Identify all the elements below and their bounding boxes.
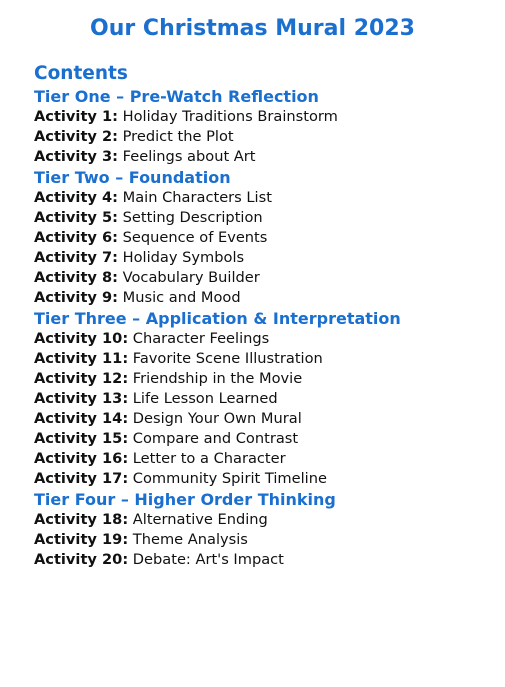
activity-name: Compare and Contrast [132,430,299,447]
activity-name: Alternative Ending [132,511,268,528]
activity-item [34,288,494,308]
activity-name: Sequence of Events [122,229,268,246]
activity-number: Activity 2: [34,128,118,145]
activity-name: Theme Analysis [132,531,248,548]
activity-name: Favorite Scene Illustration [132,350,323,367]
activity-name: Letter to a Character [132,450,286,467]
activity-number: Activity 4: [34,189,118,206]
activity-name: Holiday Symbols [122,249,245,266]
activity-item [34,429,494,449]
activity-name: Life Lesson Learned [132,390,278,407]
activity-number: Activity 10: [34,330,129,347]
activity-name: Community Spirit Timeline [132,470,327,487]
activity-name: Feelings about Art [122,148,256,165]
activity-item [34,268,494,288]
activity-number: Activity 3: [34,148,118,165]
activity-item [34,248,494,268]
activity-name: Debate: Art's Impact [132,551,284,568]
tier-section [34,167,494,308]
tier-section [34,489,494,570]
activity-item [34,510,494,530]
activity-item [34,349,494,369]
document-title: Our Christmas Mural 2023 [90,16,415,41]
activity-name: Holiday Traditions Brainstorm [122,108,338,125]
activity-name: Predict the Plot [122,128,234,145]
activity-item [34,409,494,429]
tier-section [34,86,494,167]
activity-number: Activity 5: [34,209,118,226]
activity-number: Activity 20: [34,551,129,568]
activity-item [34,147,494,167]
activity-item [34,107,494,127]
activity-number: Activity 8: [34,269,118,286]
activity-number: Activity 16: [34,450,129,467]
activity-number: Activity 14: [34,410,129,427]
tier-heading: Tier Four – Higher Order Thinking [34,490,336,509]
activity-item [34,329,494,349]
activity-number: Activity 19: [34,531,129,548]
activity-item [34,228,494,248]
activity-number: Activity 1: [34,108,118,125]
tier-heading: Tier Two – Foundation [34,168,231,187]
activity-name: Main Characters List [122,189,272,206]
activity-item [34,389,494,409]
activity-item [34,530,494,550]
activity-item [34,188,494,208]
tier-section [34,308,494,489]
activity-number: Activity 6: [34,229,118,246]
tier-heading: Tier One – Pre-Watch Reflection [34,87,319,106]
activity-name: Design Your Own Mural [132,410,302,427]
activity-item [34,208,494,228]
tier-heading: Tier Three – Application & Interpretation [34,309,401,328]
activity-name: Setting Description [122,209,263,226]
activity-number: Activity 13: [34,390,129,407]
activity-number: Activity 12: [34,370,129,387]
activity-number: Activity 11: [34,350,129,367]
activity-number: Activity 7: [34,249,118,266]
activity-number: Activity 15: [34,430,129,447]
activity-item [34,550,494,570]
activity-name: Vocabulary Builder [122,269,260,286]
activity-item [34,449,494,469]
activity-number: Activity 18: [34,511,129,528]
activity-name: Music and Mood [122,289,241,306]
activity-name: Friendship in the Movie [132,370,303,387]
contents-heading: Contents [34,63,128,84]
activity-name: Character Feelings [132,330,270,347]
activity-item [34,469,494,489]
activity-item [34,127,494,147]
activity-item [34,369,494,389]
activity-number: Activity 17: [34,470,129,487]
activity-number: Activity 9: [34,289,118,306]
table-of-contents [34,62,494,570]
